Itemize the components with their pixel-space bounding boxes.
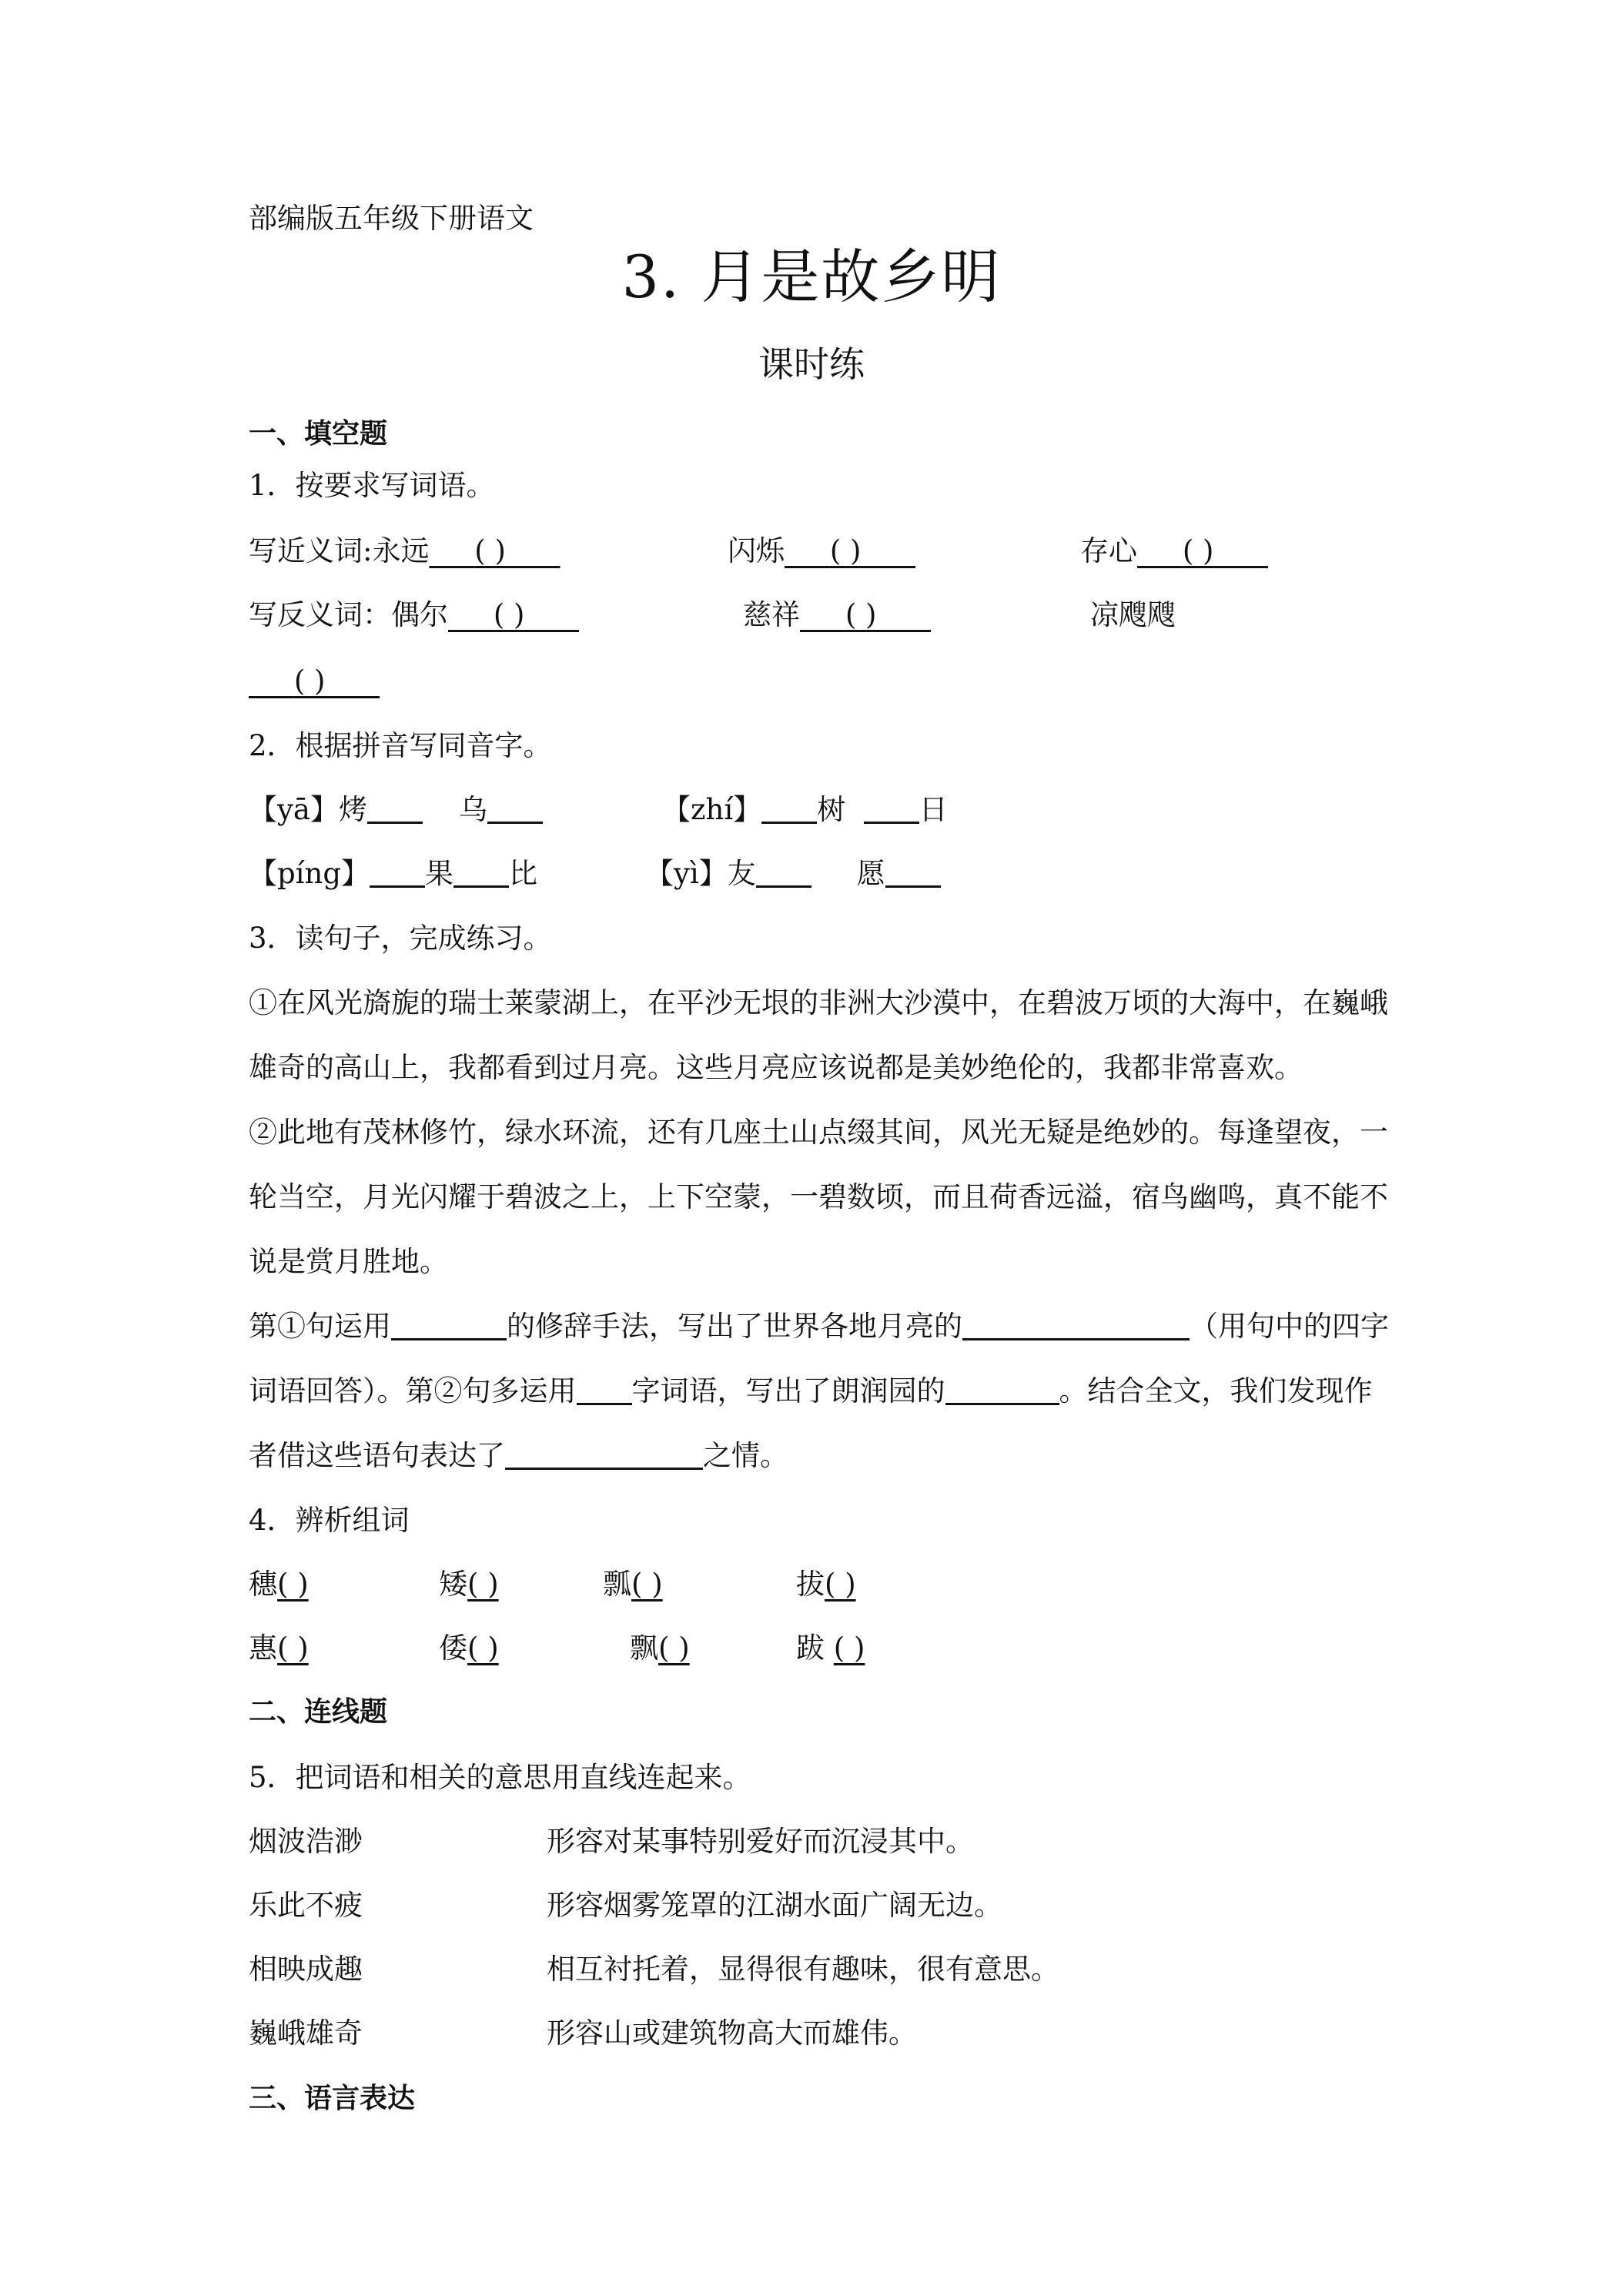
char-item: 穗( ) — [249, 1568, 309, 1601]
answer-blank[interactable] — [370, 859, 425, 888]
answer-blank[interactable] — [453, 859, 509, 888]
answer-blank[interactable] — [367, 795, 423, 824]
answer-blank[interactable] — [864, 795, 919, 824]
passage-1-line: 雄奇的高山上，我都看到过月亮。这些月亮应该说都是美妙绝伦的，我都非常喜欢。 — [249, 1051, 1303, 1084]
antonym-word: 凉飕飕 — [1090, 598, 1176, 631]
char-item: 倭( ) — [439, 1632, 499, 1665]
antonym-word: 慈祥 — [743, 598, 800, 631]
answer-blank[interactable] — [962, 1312, 1190, 1340]
match-word[interactable]: 乐此不疲 — [249, 1889, 363, 1922]
match-meaning[interactable]: 形容对某事特别爱好而沉浸其中。 — [547, 1825, 974, 1858]
answer-blank[interactable]: ( ) — [467, 1568, 499, 1601]
answer-blank[interactable] — [505, 1441, 703, 1470]
synonym-word: 永远 — [372, 534, 430, 567]
antonym-row — [249, 598, 579, 631]
passage-2-line: 说是赏月胜地。 — [249, 1245, 448, 1278]
pinyin-label: 【zhí】 — [662, 793, 762, 826]
passage-2-line: ②此地有茂林修竹，绿水环流，还有几座土山点缀其间，风光无疑是绝妙的。每逢望夜，一 — [249, 1116, 1388, 1149]
section-heading-fill-in: 一、填空题 — [249, 418, 388, 450]
pinyin-label: 【yì】 — [645, 857, 728, 890]
answer-blank[interactable]: ( ) — [825, 1568, 856, 1601]
synonym-word: 存心 — [1080, 534, 1137, 567]
match-meaning[interactable]: 形容烟雾笼罩的江湖水面广阔无边。 — [547, 1889, 1002, 1922]
pinyin-group: 【yì】友 愿 — [645, 859, 941, 888]
passage-1-line: ①在风光旖旎的瑞士莱蒙湖上，在平沙无垠的非洲大沙漠中，在碧波万顷的大海中，在巍峨 — [249, 986, 1388, 1019]
antonym-label: 写反义词： — [249, 598, 391, 631]
synonym-label: 写近义词: — [249, 534, 373, 567]
answer-blank[interactable]: ( ) — [833, 1632, 865, 1665]
question-3-prompt: 3．读句子，完成练习。 — [249, 922, 552, 955]
page-subtitle: 课时练 — [758, 343, 865, 385]
char-item: 瓢( ) — [603, 1568, 663, 1601]
q3-task-line: 者借这些语句表达了 之情。 — [249, 1439, 788, 1472]
answer-blank[interactable] — [885, 859, 941, 888]
answer-blank[interactable] — [391, 1312, 507, 1340]
match-meaning[interactable]: 相互衬托着，显得很有趣味，很有意思。 — [547, 1953, 1059, 1986]
passage-2-line: 轮当空，月光闪耀于碧波之上，上下空蒙，一碧数顷，而且荷香远溢，宿鸟幽鸣，真不能不 — [249, 1180, 1388, 1213]
match-word[interactable]: 相映成趣 — [249, 1953, 363, 1986]
synonym-item — [1080, 534, 1268, 567]
answer-blank[interactable]: ( ) — [474, 534, 506, 567]
answer-blank[interactable] — [756, 859, 812, 888]
synonym-word: 闪烁 — [728, 534, 785, 567]
char-item: 惠( ) — [249, 1632, 309, 1665]
answer-blank[interactable]: ( ) — [631, 1568, 663, 1601]
answer-blank[interactable]: ( ) — [467, 1632, 499, 1665]
answer-blank[interactable] — [945, 1377, 1059, 1405]
answer-blank[interactable]: ( ) — [277, 1568, 309, 1601]
answer-blank[interactable]: ( ) — [493, 598, 525, 631]
antonym-item — [743, 598, 931, 631]
question-1-prompt: 1．按要求写词语。 — [249, 469, 495, 502]
question-5-prompt: 5．把词语和相关的意思用直线连起来。 — [249, 1761, 751, 1794]
pinyin-group: 【píng】 果 比 — [249, 857, 538, 890]
q3-task-line: 第①句运用 的修辞手法，写出了世界各地月亮的 （用句中的四字 — [249, 1310, 1389, 1343]
answer-blank[interactable]: ( ) — [1182, 534, 1214, 567]
char-item: 拔( ) — [796, 1568, 856, 1601]
pinyin-label: 【yā】 — [249, 793, 339, 826]
answer-blank[interactable] — [487, 795, 543, 824]
char-item: 矮( ) — [439, 1568, 499, 1601]
section-heading-expression: 三、语言表达 — [249, 2083, 416, 2114]
match-word[interactable]: 烟波浩渺 — [249, 1825, 363, 1858]
answer-blank[interactable]: ( ) — [845, 598, 877, 631]
question-2-prompt: 2．根据拼音写同音字。 — [249, 729, 552, 762]
match-meaning[interactable]: 形容山或建筑物高大而雄伟。 — [547, 2017, 917, 2050]
synonym-item — [728, 534, 915, 567]
antonym-blank-wrapped — [249, 664, 380, 698]
header-label: 部编版五年级下册语文 — [249, 202, 534, 235]
answer-blank[interactable]: ( ) — [658, 1632, 690, 1665]
antonym-word: 偶尔 — [391, 598, 448, 631]
answer-blank[interactable]: ( ) — [829, 534, 862, 567]
answer-blank[interactable]: ( ) — [277, 1632, 309, 1665]
pinyin-label: 【píng】 — [249, 857, 370, 890]
page-title: 3. 月是故乡明 — [621, 243, 1002, 311]
answer-blank[interactable]: ( ) — [293, 664, 326, 698]
pinyin-group: 【zhí】 树 日 — [662, 793, 948, 826]
match-word[interactable]: 巍峨雄奇 — [249, 2017, 363, 2050]
answer-blank[interactable] — [577, 1377, 632, 1405]
synonym-row — [249, 534, 561, 567]
pinyin-group: 【yā】烤 乌 — [249, 795, 543, 824]
char-item: 飘( ) — [630, 1632, 690, 1665]
q3-task-line: 词语回答）。第②句多运用 字词语，写出了朗润园的 。结合全文，我们发现作 — [249, 1374, 1373, 1407]
char-item: 跋 ( ) — [796, 1632, 865, 1665]
section-heading-matching: 二、连线题 — [249, 1696, 388, 1728]
question-4-prompt: 4．辨析组词 — [249, 1504, 410, 1537]
answer-blank[interactable] — [761, 795, 817, 824]
